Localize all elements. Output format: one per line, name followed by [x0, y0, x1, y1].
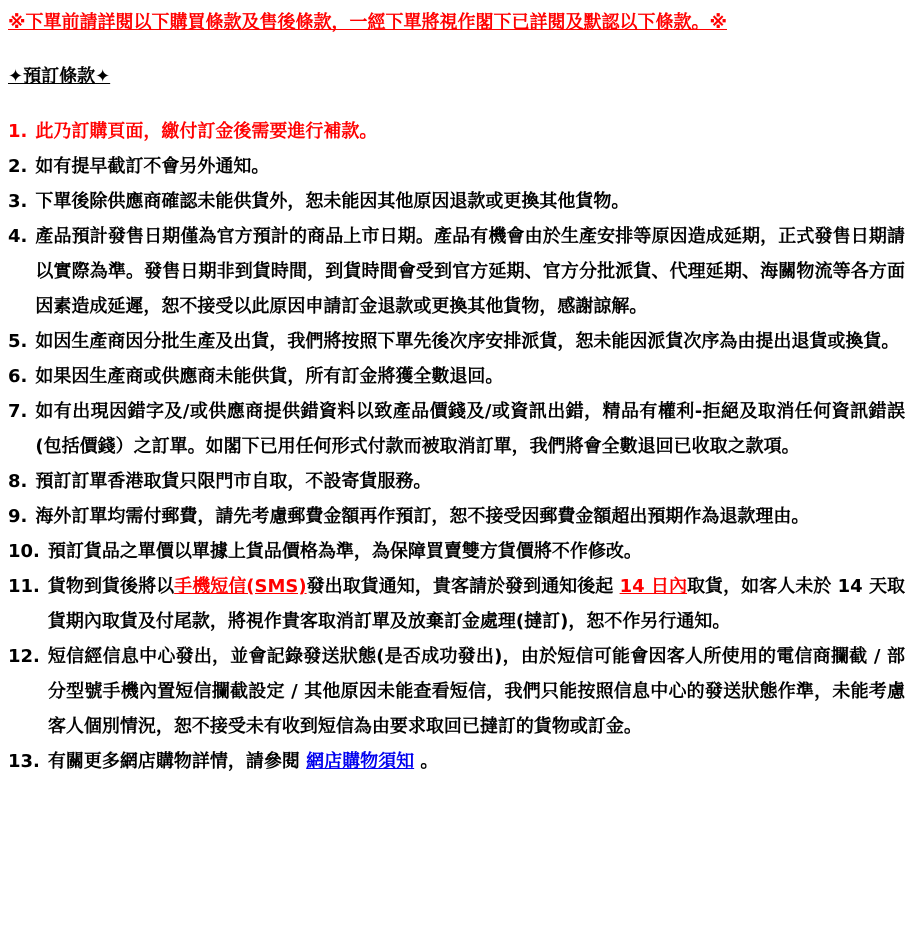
term-text	[35, 464, 905, 499]
notice-banner: ※下單前請詳閱以下購買條款及售後條款，一經下單將視作閣下已詳閱及默認以下條款。※	[8, 12, 727, 33]
section-title: ✦預訂條款✦	[8, 66, 111, 88]
term-text	[35, 499, 905, 534]
term-item-12	[8, 639, 905, 744]
term-item-4	[8, 219, 905, 324]
term-number: 10.	[8, 541, 40, 563]
plain-text: 如有提早截訂不會另外通知。	[35, 156, 270, 178]
term-number: 6.	[8, 366, 28, 388]
plain-text: 取貨，如客人未於 14 天取貨期內取貨及付尾款，將視作貴客取消訂單及放棄訂金處理(撻訂)，恕不作另行通知。	[47, 576, 906, 633]
term-text	[35, 394, 905, 464]
term-number: 7.	[8, 401, 28, 423]
plain-text: 短信經信息中心發出，並會記錄發送狀態(是否成功發出)，由於短信可能會因客人所使用的電信商攔截 / 部分型號手機內置短信攔截設定 / 其他原因未能查看短信，我們只能按照信息中心的發送狀態作準，未能考慮客人個別情況，恕不接受未有收到短信為由要求取回已撻訂的貨物或訂金。	[47, 646, 905, 738]
plain-text: 預訂訂單香港取貨只限門市自取，不設寄貨服務。	[35, 471, 432, 493]
term-item-10	[8, 534, 905, 569]
term-text	[35, 219, 905, 324]
plain-text: 。	[414, 751, 439, 773]
terms-list	[8, 114, 905, 779]
plain-text: 有關更多網店購物詳情，請參閱	[47, 751, 307, 773]
term-text	[48, 569, 905, 639]
term-item-7	[8, 394, 905, 464]
plain-text: 產品預計發售日期僅為官方預計的商品上市日期。產品有機會由於生產安排等原因造成延期，正式發售日期請以實際為準。發售日期非到貨時間，到貨時間會受到官方延期、官方分批派貨、代理延期、海關物流等各方面因素造成延遲，恕不接受以此原因申請訂金退款或更換其他貨物，感謝諒解。	[35, 226, 905, 318]
plain-text: 發出取貨通知，貴客請於發到通知後起	[306, 576, 620, 598]
plain-text: 如果因生產商或供應商未能供貨，所有訂金將獲全數退回。	[35, 366, 504, 388]
plain-text: 此乃訂購頁面，繳付訂金後需要進行補款。	[35, 121, 378, 143]
term-item-9	[8, 499, 905, 534]
term-item-1	[8, 114, 905, 149]
term-number: 1.	[8, 121, 28, 143]
term-text	[35, 359, 905, 394]
plain-text: 貨物到貨後將以	[47, 576, 175, 598]
term-text	[35, 184, 905, 219]
term-number: 9.	[8, 506, 28, 528]
term-item-6	[8, 359, 905, 394]
highlighted-text: 14 日內	[619, 576, 688, 598]
term-item-3	[8, 184, 905, 219]
store-shopping-guide-link[interactable]: 網店購物須知	[306, 751, 415, 773]
term-number: 12.	[8, 646, 40, 668]
term-number: 4.	[8, 226, 28, 248]
term-number: 8.	[8, 471, 28, 493]
term-text	[35, 149, 905, 184]
term-item-13	[8, 744, 905, 779]
term-item-8	[8, 464, 905, 499]
term-item-5	[8, 324, 905, 359]
term-number: 2.	[8, 156, 28, 178]
term-text	[48, 639, 905, 744]
term-item-11	[8, 569, 905, 639]
term-item-2	[8, 149, 905, 184]
term-text	[48, 534, 905, 569]
term-number: 13.	[8, 751, 40, 773]
highlighted-text: 手機短信(SMS)	[174, 576, 307, 598]
plain-text: 下單後除供應商確認未能供貨外，恕未能因其他原因退款或更換其他貨物。	[35, 191, 630, 213]
term-text	[35, 114, 905, 149]
plain-text: 預訂貨品之單價以單據上貨品價格為準，為保障買賣雙方貨價將不作修改。	[47, 541, 642, 563]
term-number: 3.	[8, 191, 28, 213]
plain-text: 如有出現因錯字及/或供應商提供錯資料以致產品價錢及/或資訊出錯，精品有權利-拒絕及取消任何資訊錯誤(包括價錢）之訂單。如閣下已用任何形式付款而被取消訂單，我們將會全數退回已收取之款項。	[35, 401, 905, 458]
plain-text: 海外訂單均需付郵費，請先考慮郵費金額再作預訂，恕不接受因郵費金額超出預期作為退款理由。	[35, 506, 810, 528]
term-text	[35, 324, 905, 359]
term-number: 11.	[8, 576, 40, 598]
term-number: 5.	[8, 331, 28, 353]
plain-text: 如因生產商因分批生產及出貨，我們將按照下單先後次序安排派貨，恕未能因派貨次序為由提出退貨或換貨。	[35, 331, 900, 353]
term-text	[48, 744, 905, 779]
